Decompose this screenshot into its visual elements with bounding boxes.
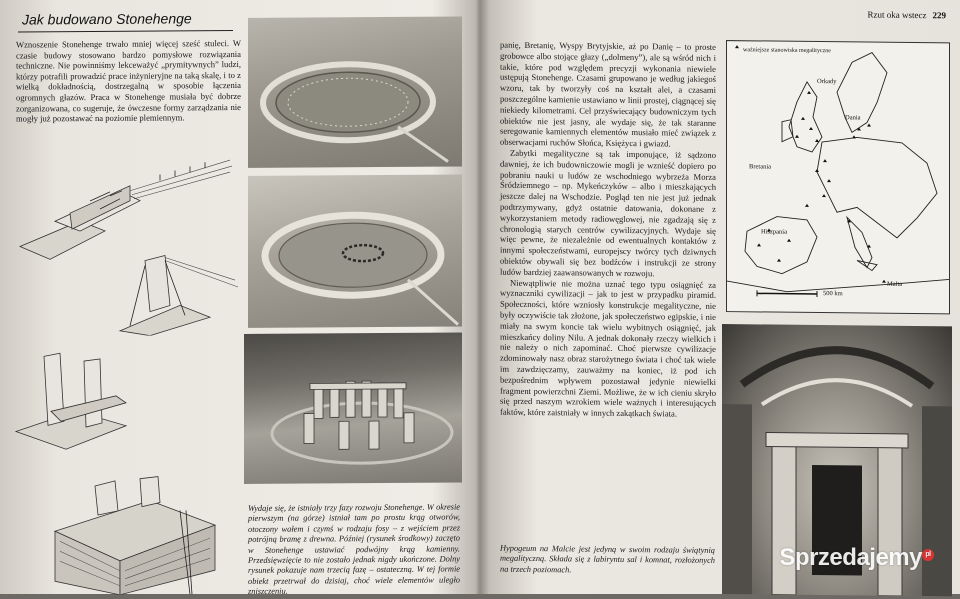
map-label-dania: Dania bbox=[845, 114, 861, 122]
map-label-bretania: Bretania bbox=[749, 163, 772, 171]
megalith-map bbox=[726, 40, 950, 314]
phases-caption: Wydaje się, że istniały trzy fazy rozwoju Stonehenge. W okresie pierwszym (na górze) istniał tam po prostu krąg otworów, otoczony wałem i czymś w rodzaju fosy – z wejściem przez potrójną bramę z drewna. Później (rysunek środkowy) zaczęto w Stonehenge ustawiać podwójny krąg kamienny. Przedsięwzięcie to nie zostało jednak nigdy ukończone. Dolny rysunek pokazuje nam trzecią fazę – ostateczną. W tej formie obiekt przetrwał do dzisiaj, choć wiele elementów uległo zniszczeniu. bbox=[248, 502, 460, 597]
watermark-dot-icon: pl bbox=[922, 549, 934, 561]
sketch-raising-stone bbox=[90, 245, 240, 336]
sketch-standing-stones bbox=[6, 341, 146, 452]
page-number: 229 bbox=[932, 10, 946, 21]
body-paragraph: Zabytki megalityczne są tak imponujące, iż sądzono dawniej, że ich budowniczowie mogli je wznieść dopiero po pobraniu nauki u ludów ze wschodniego wybrzeża Morza Śródziemnego – np. Mykeńczyków – albo i mieszkających jeszcze dalej na Wschodzie. Pogląd ten nie jest już jednak podtrzymywany, gdyż ostatnie datowania, dokonane z wykorzystaniem metody radiowęglowej, nie zgadzają się z chronologią starych centrów cywilizacyjnych. Wydaje się więc pewne, że niezależnie od ewentualnych kontaktów z innymi społeczeństwami, europejscy twórcy tych dziwnych obiektów obywali się bez bodźców i instrukcji ze strony ludów bardziej zaawansowanych w rozwoju. bbox=[500, 147, 716, 279]
europe-outline bbox=[727, 41, 949, 313]
left-page bbox=[0, 0, 478, 596]
running-head-title: Rzut oka wstecz bbox=[867, 9, 927, 21]
running-head bbox=[868, 10, 946, 21]
title-rule bbox=[18, 30, 233, 33]
illustration-phase-three bbox=[244, 332, 462, 484]
map-label-hiszpania: Hiszpania bbox=[761, 228, 787, 236]
hypogeum-caption: Hypogeum na Malcie jest jedyną w swoim rodzaju świątynią megalityczną. Składa się z labiryntu sal i komnat, rozłożonych na trzech poziomach. bbox=[500, 543, 715, 575]
illustration-phase-two bbox=[248, 174, 462, 327]
map-label-orkady: Orkady bbox=[817, 78, 837, 86]
map-label-malta: Malta bbox=[887, 280, 903, 288]
watermark-text: Sprzedajemy bbox=[779, 544, 922, 571]
right-page bbox=[482, 0, 960, 597]
map-legend: ważniejsze stanowiska megalityczne bbox=[743, 47, 831, 55]
sketch-lintel-scaffold bbox=[40, 470, 240, 595]
map-scale: 500 km bbox=[823, 290, 843, 298]
illustration-phase-one bbox=[248, 16, 462, 167]
chapter-title: Jak budowano Stonehenge bbox=[22, 10, 192, 28]
site-watermark bbox=[779, 544, 934, 572]
intro-paragraph: Wznoszenie Stonehenge trwało mniej więcej sześć stuleci. W czasie budowy stosowano bardzo pomysłowe rozwiązania techniczne. Nie powinniśmy lekceważyć „prymitywnych” ludzi, którzy potrafili prowadzić prace inżynieryjne na taką skalę, i to z wielką dokładnością, dostrzegalną w sposobie łączenia ogromnych głazów. Praca w Stonehenge musiała być dobrze zorganizowana, co sugeruje, że ówczesne formy zarządzania nie mogły już pozostawać na poziomie plemiennym. bbox=[16, 37, 241, 124]
body-paragraph: panię, Bretanię, Wyspy Brytyjskie, aż po Danię – to proste grobowce albo stojące głazy („dolmeny”), ale są wśród nich i takie, które pod względem precyzji wykonania niewiele ustępują Stonehenge. Czasami grupowano je według jakiegoś wzoru, tak by tworzyły coś na kształt alei, a czasami poszczególne kamienie ustawiano w linii prostej, ciągnącej się niekiedy kilometrami. Cel przyświecający budowniczym tych obiektów nie jest jasny, ale wydaje się, że tak staranne seregowanie kamiennych elementów musiało mieć związek z obserwacjami ruchów Słońca, Księżyca i gwiazd. bbox=[500, 39, 716, 149]
body-paragraph: Niewątpliwie nie można uznać tego typu osiągnięć za wyznaczniki cywilizacji – jak to jest w przypadku piramid. Społeczności, które wzniosły konstrukcje megalityczne, nie były oczywiście tak złożone, jak społeczeństwo egipskie, i nie miały na swym koncie tak wielu wybitnych osiągnięć, jak mieszkańcy doliny Nilu. A jednak dokonały rzeczy wielkich i nie należy o nich zapominać. Choć pierwsze cywilizacje zdominowały nasz obraz starożytnego świata i choć tak wiele im zawdzięczamy, zauważmy na koniec, iż pod ich bezpośrednim wpływem pozostawał jedynie niewielki fragment powierzchni Ziemi. Możliwe, że w ich cieniu skryło się przed naszym wzrokiem wiele ważnych i interesujących faktów, które zaistniały w innych zakątkach świata. bbox=[500, 277, 716, 419]
body-text bbox=[500, 40, 716, 420]
